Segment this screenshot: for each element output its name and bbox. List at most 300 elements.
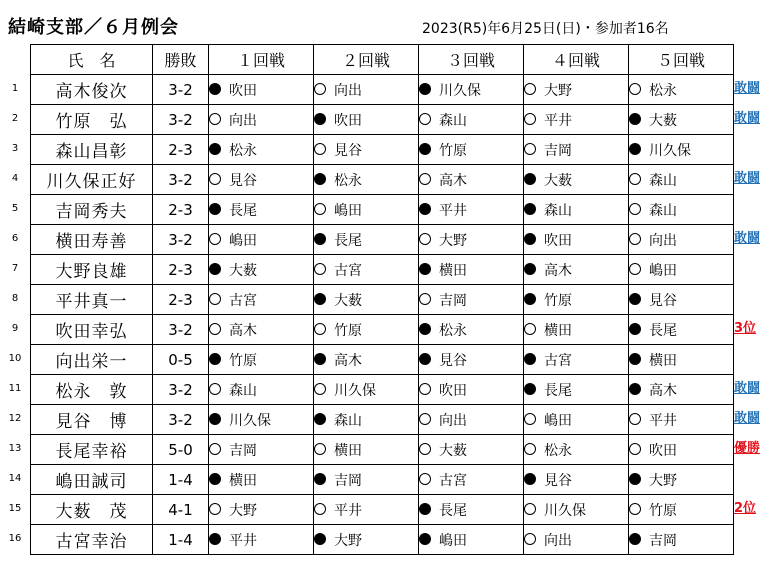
row-number: 6 xyxy=(11,233,19,244)
round-1-result xyxy=(209,75,314,105)
header-round-3: ３回戦 xyxy=(419,45,524,75)
remark-link[interactable]: 敢闘 xyxy=(734,171,761,186)
opponent-name: 大野 xyxy=(229,502,257,519)
win-mark-icon xyxy=(209,353,221,365)
opponent-name: 松永 xyxy=(649,82,677,99)
round-2-result xyxy=(314,525,419,555)
player-name: 吹田幸弘 xyxy=(31,315,153,345)
opponent-name: 平井 xyxy=(544,112,572,129)
opponent-name: 大薮 xyxy=(439,442,467,459)
table-row xyxy=(31,375,734,405)
remark-link[interactable]: 3位 xyxy=(734,321,757,336)
win-loss-record: 3-2 xyxy=(153,105,209,135)
round-2-result xyxy=(314,255,419,285)
row-number: 15 xyxy=(8,503,22,514)
opponent-name: 吉岡 xyxy=(229,442,257,459)
row-number: 1 xyxy=(11,83,19,94)
opponent-name: 見谷 xyxy=(544,472,572,489)
table-row xyxy=(31,345,734,375)
win-mark-icon xyxy=(629,383,641,395)
table-row xyxy=(31,405,734,435)
round-5-result xyxy=(629,225,734,255)
round-1-result xyxy=(209,525,314,555)
opponent-name: 古宮 xyxy=(544,352,572,369)
opponent-name: 長尾 xyxy=(229,202,257,219)
win-mark-icon xyxy=(314,473,326,485)
round-2-result xyxy=(314,285,419,315)
round-4-result xyxy=(524,135,629,165)
round-2-result xyxy=(314,435,419,465)
table-row xyxy=(31,285,734,315)
loss-mark-icon xyxy=(209,293,221,305)
round-2-result xyxy=(314,165,419,195)
loss-mark-icon xyxy=(524,533,536,545)
win-loss-record: 2-3 xyxy=(153,135,209,165)
loss-mark-icon xyxy=(314,143,326,155)
round-4-result xyxy=(524,525,629,555)
round-1-result xyxy=(209,255,314,285)
round-3-result xyxy=(419,285,524,315)
remark-link xyxy=(734,464,780,494)
player-name: 平井真一 xyxy=(31,285,153,315)
opponent-name: 松永 xyxy=(229,142,257,159)
opponent-name: 吹田 xyxy=(439,382,467,399)
table-row xyxy=(31,225,734,255)
loss-mark-icon xyxy=(629,263,641,275)
opponent-name: 向出 xyxy=(544,532,572,549)
loss-mark-icon xyxy=(314,443,326,455)
opponent-name: 古宮 xyxy=(334,262,362,279)
win-mark-icon xyxy=(419,353,431,365)
loss-mark-icon xyxy=(209,233,221,245)
remark-link[interactable]: 敢闘 xyxy=(734,381,761,396)
opponent-name: 横田 xyxy=(649,352,677,369)
opponent-name: 川久保 xyxy=(649,142,691,159)
win-mark-icon xyxy=(524,263,536,275)
opponent-name: 吹田 xyxy=(649,442,677,459)
win-mark-icon xyxy=(524,203,536,215)
round-1-result xyxy=(209,465,314,495)
results-table xyxy=(30,44,734,555)
round-3-result xyxy=(419,165,524,195)
opponent-name: 見谷 xyxy=(334,142,362,159)
row-number: 7 xyxy=(11,263,19,274)
opponent-name: 大野 xyxy=(649,472,677,489)
round-1-result xyxy=(209,135,314,165)
opponent-name: 嶋田 xyxy=(544,412,572,429)
opponent-name: 竹原 xyxy=(334,322,362,339)
round-1-result xyxy=(209,435,314,465)
win-mark-icon xyxy=(419,503,431,515)
round-4-result xyxy=(524,315,629,345)
round-2-result xyxy=(314,105,419,135)
round-3-result xyxy=(419,525,524,555)
round-2-result xyxy=(314,195,419,225)
loss-mark-icon xyxy=(524,503,536,515)
opponent-name: 大野 xyxy=(334,532,362,549)
opponent-name: 松永 xyxy=(544,442,572,459)
round-4-result xyxy=(524,375,629,405)
win-loss-record: 3-2 xyxy=(153,225,209,255)
loss-mark-icon xyxy=(209,503,221,515)
opponent-name: 平井 xyxy=(229,532,257,549)
opponent-name: 大野 xyxy=(439,232,467,249)
win-mark-icon xyxy=(314,113,326,125)
remarks-column xyxy=(734,74,780,554)
loss-mark-icon xyxy=(419,293,431,305)
round-5-result xyxy=(629,435,734,465)
round-4-result xyxy=(524,465,629,495)
win-loss-record: 2-3 xyxy=(153,195,209,225)
round-3-result xyxy=(419,135,524,165)
table-row xyxy=(31,525,734,555)
round-3-result xyxy=(419,345,524,375)
round-5-result xyxy=(629,345,734,375)
round-3-result xyxy=(419,75,524,105)
round-4-result xyxy=(524,105,629,135)
opponent-name: 平井 xyxy=(439,202,467,219)
loss-mark-icon xyxy=(629,83,641,95)
opponent-name: 嶋田 xyxy=(229,232,257,249)
opponent-name: 吹田 xyxy=(334,112,362,129)
remark-link[interactable]: 敢闘 xyxy=(734,111,761,126)
win-mark-icon xyxy=(629,353,641,365)
loss-mark-icon xyxy=(314,203,326,215)
opponent-name: 森山 xyxy=(544,202,572,219)
round-4-result xyxy=(524,435,629,465)
row-number: 4 xyxy=(11,173,19,184)
loss-mark-icon xyxy=(314,263,326,275)
win-mark-icon xyxy=(524,173,536,185)
loss-mark-icon xyxy=(419,173,431,185)
loss-mark-icon xyxy=(524,143,536,155)
win-loss-record: 2-3 xyxy=(153,255,209,285)
opponent-name: 川久保 xyxy=(334,382,376,399)
loss-mark-icon xyxy=(419,473,431,485)
win-mark-icon xyxy=(629,323,641,335)
player-name: 古宮幸治 xyxy=(31,525,153,555)
round-2-result xyxy=(314,405,419,435)
win-mark-icon xyxy=(419,323,431,335)
round-4-result xyxy=(524,255,629,285)
opponent-name: 森山 xyxy=(334,412,362,429)
loss-mark-icon xyxy=(209,113,221,125)
win-mark-icon xyxy=(314,413,326,425)
opponent-name: 長尾 xyxy=(544,382,572,399)
remark-link[interactable]: 敢闘 xyxy=(734,81,761,96)
remark-link xyxy=(734,254,780,284)
player-name: 大薮 茂 xyxy=(31,495,153,525)
row-number: 11 xyxy=(8,383,22,394)
player-name: 向出栄一 xyxy=(31,345,153,375)
opponent-name: 古宮 xyxy=(229,292,257,309)
round-4-result xyxy=(524,405,629,435)
loss-mark-icon xyxy=(629,503,641,515)
win-mark-icon xyxy=(629,113,641,125)
win-loss-record: 3-2 xyxy=(153,405,209,435)
opponent-name: 平井 xyxy=(649,412,677,429)
round-1-result xyxy=(209,165,314,195)
opponent-name: 横田 xyxy=(334,442,362,459)
player-name: 竹原 弘 xyxy=(31,105,153,135)
loss-mark-icon xyxy=(629,173,641,185)
opponent-name: 横田 xyxy=(229,472,257,489)
round-4-result xyxy=(524,165,629,195)
remark-link xyxy=(734,284,780,314)
row-number: 9 xyxy=(11,323,19,334)
round-5-result xyxy=(629,405,734,435)
opponent-name: 吉岡 xyxy=(649,532,677,549)
win-mark-icon xyxy=(524,473,536,485)
opponent-name: 向出 xyxy=(229,112,257,129)
opponent-name: 高木 xyxy=(334,352,362,369)
table-row xyxy=(31,465,734,495)
loss-mark-icon xyxy=(419,113,431,125)
opponent-name: 森山 xyxy=(229,382,257,399)
remark-link[interactable]: 敢闘 xyxy=(734,411,761,426)
player-name: 松永 敦 xyxy=(31,375,153,405)
opponent-name: 吉岡 xyxy=(544,142,572,159)
win-mark-icon xyxy=(314,233,326,245)
row-number: 2 xyxy=(11,113,19,124)
loss-mark-icon xyxy=(314,503,326,515)
win-mark-icon xyxy=(524,383,536,395)
loss-mark-icon xyxy=(629,203,641,215)
round-5-result xyxy=(629,105,734,135)
row-number: 8 xyxy=(11,293,19,304)
round-2-result xyxy=(314,375,419,405)
row-number: 10 xyxy=(8,353,22,364)
row-number: 12 xyxy=(8,413,22,424)
win-mark-icon xyxy=(209,203,221,215)
opponent-name: 見谷 xyxy=(649,292,677,309)
win-mark-icon xyxy=(209,413,221,425)
win-mark-icon xyxy=(629,143,641,155)
player-name: 横田寿善 xyxy=(31,225,153,255)
remark-link[interactable]: 2位 xyxy=(734,501,757,516)
row-number: 14 xyxy=(8,473,22,484)
opponent-name: 川久保 xyxy=(439,82,481,99)
round-3-result xyxy=(419,105,524,135)
round-1-result xyxy=(209,375,314,405)
round-5-result xyxy=(629,375,734,405)
header-round-1: １回戦 xyxy=(209,45,314,75)
loss-mark-icon xyxy=(419,443,431,455)
win-loss-record: 0-5 xyxy=(153,345,209,375)
page-title: 結崎支部／６月例会 xyxy=(8,17,179,38)
win-loss-record: 3-2 xyxy=(153,315,209,345)
loss-mark-icon xyxy=(419,383,431,395)
round-2-result xyxy=(314,315,419,345)
loss-mark-icon xyxy=(524,83,536,95)
round-1-result xyxy=(209,405,314,435)
loss-mark-icon xyxy=(524,323,536,335)
opponent-name: 竹原 xyxy=(229,352,257,369)
opponent-name: 竹原 xyxy=(439,142,467,159)
win-mark-icon xyxy=(209,263,221,275)
loss-mark-icon xyxy=(314,383,326,395)
win-mark-icon xyxy=(209,473,221,485)
win-mark-icon xyxy=(314,533,326,545)
round-2-result xyxy=(314,135,419,165)
row-number: 16 xyxy=(8,533,22,544)
opponent-name: 向出 xyxy=(439,412,467,429)
round-2-result xyxy=(314,495,419,525)
opponent-name: 高木 xyxy=(439,172,467,189)
opponent-name: 吹田 xyxy=(229,82,257,99)
round-1-result xyxy=(209,195,314,225)
table-row xyxy=(31,135,734,165)
opponent-name: 高木 xyxy=(229,322,257,339)
opponent-name: 森山 xyxy=(649,202,677,219)
win-mark-icon xyxy=(419,143,431,155)
round-3-result xyxy=(419,195,524,225)
win-mark-icon xyxy=(419,83,431,95)
round-5-result xyxy=(629,135,734,165)
win-loss-record: 1-4 xyxy=(153,465,209,495)
opponent-name: 横田 xyxy=(544,322,572,339)
round-3-result xyxy=(419,225,524,255)
opponent-name: 向出 xyxy=(649,232,677,249)
round-5-result xyxy=(629,465,734,495)
loss-mark-icon xyxy=(524,113,536,125)
round-5-result xyxy=(629,195,734,225)
table-row xyxy=(31,435,734,465)
round-1-result xyxy=(209,495,314,525)
win-mark-icon xyxy=(629,473,641,485)
loss-mark-icon xyxy=(209,383,221,395)
opponent-name: 大野 xyxy=(544,82,572,99)
round-3-result xyxy=(419,315,524,345)
opponent-name: 大薮 xyxy=(334,292,362,309)
opponent-name: 大薮 xyxy=(544,172,572,189)
remark-link xyxy=(734,344,780,374)
round-5-result xyxy=(629,525,734,555)
opponent-name: 嶋田 xyxy=(439,532,467,549)
opponent-name: 見谷 xyxy=(439,352,467,369)
opponent-name: 長尾 xyxy=(649,322,677,339)
player-name: 長尾幸裕 xyxy=(31,435,153,465)
loss-mark-icon xyxy=(314,323,326,335)
opponent-name: 嶋田 xyxy=(334,202,362,219)
round-3-result xyxy=(419,435,524,465)
round-1-result xyxy=(209,105,314,135)
round-5-result xyxy=(629,255,734,285)
opponent-name: 吹田 xyxy=(544,232,572,249)
round-2-result xyxy=(314,225,419,255)
win-mark-icon xyxy=(419,263,431,275)
win-mark-icon xyxy=(209,83,221,95)
opponent-name: 平井 xyxy=(334,502,362,519)
loss-mark-icon xyxy=(209,323,221,335)
table-row xyxy=(31,195,734,225)
round-4-result xyxy=(524,195,629,225)
win-mark-icon xyxy=(524,353,536,365)
player-name: 嶋田誠司 xyxy=(31,465,153,495)
round-3-result xyxy=(419,375,524,405)
win-mark-icon xyxy=(419,533,431,545)
header-round-2: ２回戦 xyxy=(314,45,419,75)
round-3-result xyxy=(419,495,524,525)
player-name: 森山昌彰 xyxy=(31,135,153,165)
win-loss-record: 3-2 xyxy=(153,375,209,405)
win-loss-record: 2-3 xyxy=(153,285,209,315)
opponent-name: 松永 xyxy=(334,172,362,189)
win-loss-record: 3-2 xyxy=(153,75,209,105)
round-2-result xyxy=(314,75,419,105)
remark-link[interactable]: 敢闘 xyxy=(734,231,761,246)
round-5-result xyxy=(629,315,734,345)
round-1-result xyxy=(209,315,314,345)
loss-mark-icon xyxy=(314,83,326,95)
remark-link xyxy=(734,524,780,554)
win-loss-record: 3-2 xyxy=(153,165,209,195)
opponent-name: 古宮 xyxy=(439,472,467,489)
opponent-name: 大薮 xyxy=(649,112,677,129)
win-mark-icon xyxy=(209,533,221,545)
remark-link xyxy=(734,194,780,224)
loss-mark-icon xyxy=(419,233,431,245)
player-name: 川久保正好 xyxy=(31,165,153,195)
loss-mark-icon xyxy=(524,443,536,455)
table-row xyxy=(31,495,734,525)
round-5-result xyxy=(629,75,734,105)
header-name: 氏 名 xyxy=(31,45,153,75)
header-record: 勝敗 xyxy=(153,45,209,75)
round-2-result xyxy=(314,345,419,375)
round-4-result xyxy=(524,345,629,375)
loss-mark-icon xyxy=(209,173,221,185)
round-1-result xyxy=(209,345,314,375)
opponent-name: 長尾 xyxy=(439,502,467,519)
round-5-result xyxy=(629,285,734,315)
round-1-result xyxy=(209,285,314,315)
opponent-name: 横田 xyxy=(439,262,467,279)
win-mark-icon xyxy=(629,293,641,305)
player-name: 高木俊次 xyxy=(31,75,153,105)
win-loss-record: 5-0 xyxy=(153,435,209,465)
remark-link[interactable]: 優勝 xyxy=(734,441,761,456)
loss-mark-icon xyxy=(419,413,431,425)
round-2-result xyxy=(314,465,419,495)
header-row xyxy=(31,45,734,75)
opponent-name: 高木 xyxy=(544,262,572,279)
opponent-name: 竹原 xyxy=(649,502,677,519)
opponent-name: 向出 xyxy=(334,82,362,99)
round-4-result xyxy=(524,75,629,105)
round-3-result xyxy=(419,255,524,285)
header-round-5: ５回戦 xyxy=(629,45,734,75)
loss-mark-icon xyxy=(209,443,221,455)
header-round-4: ４回戦 xyxy=(524,45,629,75)
round-5-result xyxy=(629,495,734,525)
loss-mark-icon xyxy=(629,233,641,245)
table-row xyxy=(31,105,734,135)
loss-mark-icon xyxy=(524,413,536,425)
opponent-name: 森山 xyxy=(439,112,467,129)
opponent-name: 嶋田 xyxy=(649,262,677,279)
win-loss-record: 1-4 xyxy=(153,525,209,555)
win-mark-icon xyxy=(629,533,641,545)
round-3-result xyxy=(419,405,524,435)
opponent-name: 長尾 xyxy=(334,232,362,249)
opponent-name: 竹原 xyxy=(544,292,572,309)
opponent-name: 見谷 xyxy=(229,172,257,189)
row-number: 5 xyxy=(11,203,19,214)
win-mark-icon xyxy=(419,203,431,215)
table-row xyxy=(31,75,734,105)
win-mark-icon xyxy=(209,143,221,155)
